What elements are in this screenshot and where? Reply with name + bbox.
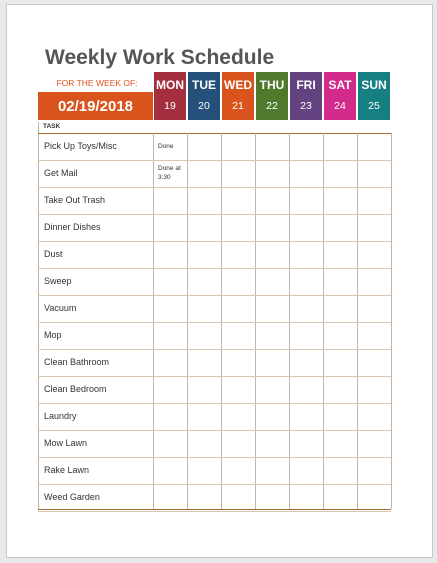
day-date: 25 <box>368 100 380 112</box>
table-row <box>38 241 391 269</box>
task-name: Sweep <box>44 276 72 286</box>
table-row <box>38 484 391 512</box>
task-name: Take Out Trash <box>44 195 106 205</box>
day-date: 20 <box>198 100 210 112</box>
task-name: Dust <box>44 249 63 259</box>
table-row <box>38 457 391 485</box>
task-name: Laundry <box>44 411 77 421</box>
week-date-field[interactable]: 02/19/2018 <box>38 92 153 120</box>
day-date: 23 <box>300 100 312 112</box>
task-name: Pick Up Toys/Misc <box>44 141 117 151</box>
day-header-wed <box>222 72 254 120</box>
day-name: WED <box>224 78 252 92</box>
day-header-sun <box>358 72 390 120</box>
week-of-label: FOR THE WEEK OF: <box>56 78 138 88</box>
table-row <box>38 133 391 161</box>
task-name: Vacuum <box>44 303 77 313</box>
task-name: Dinner Dishes <box>44 222 101 232</box>
table-row <box>38 214 391 242</box>
table-row <box>38 322 391 350</box>
task-name: Rake Lawn <box>44 465 90 475</box>
task-name: Mop <box>44 330 62 340</box>
table-row <box>38 295 391 323</box>
monday-status-note[interactable]: Done <box>158 143 174 150</box>
page-title: Weekly Work Schedule <box>45 46 275 69</box>
day-name: THU <box>259 78 285 92</box>
task-name: Weed Garden <box>44 492 100 502</box>
day-header-sat <box>324 72 356 120</box>
monday-status-note[interactable]: Done at 3:30 <box>158 165 181 181</box>
task-name: Get Mail <box>44 168 78 178</box>
task-name: Mow Lawn <box>44 438 88 448</box>
day-name: FRI <box>296 78 316 92</box>
task-header-label: TASK <box>43 123 61 130</box>
table-row <box>38 268 391 296</box>
table-row <box>38 160 391 188</box>
day-date: 22 <box>266 100 278 112</box>
day-header-tue <box>188 72 220 120</box>
day-date: 21 <box>232 100 244 112</box>
day-name: TUE <box>192 78 216 92</box>
day-header-mon <box>154 72 186 120</box>
day-header-row <box>153 72 391 120</box>
task-name: Clean Bathroom <box>44 357 110 367</box>
day-date: 19 <box>164 100 176 112</box>
task-table <box>38 122 391 510</box>
day-name: SUN <box>361 78 387 92</box>
table-row <box>38 187 391 215</box>
column-divider <box>391 133 392 509</box>
day-name: MON <box>156 78 184 92</box>
task-name: Clean Bedroom <box>44 384 107 394</box>
table-row <box>38 403 391 431</box>
day-header-thu <box>256 72 288 120</box>
day-header-fri <box>290 72 322 120</box>
day-name: SAT <box>328 78 352 92</box>
table-row <box>38 430 391 458</box>
table-row <box>38 349 391 377</box>
table-row <box>38 376 391 404</box>
day-date: 24 <box>334 100 346 112</box>
